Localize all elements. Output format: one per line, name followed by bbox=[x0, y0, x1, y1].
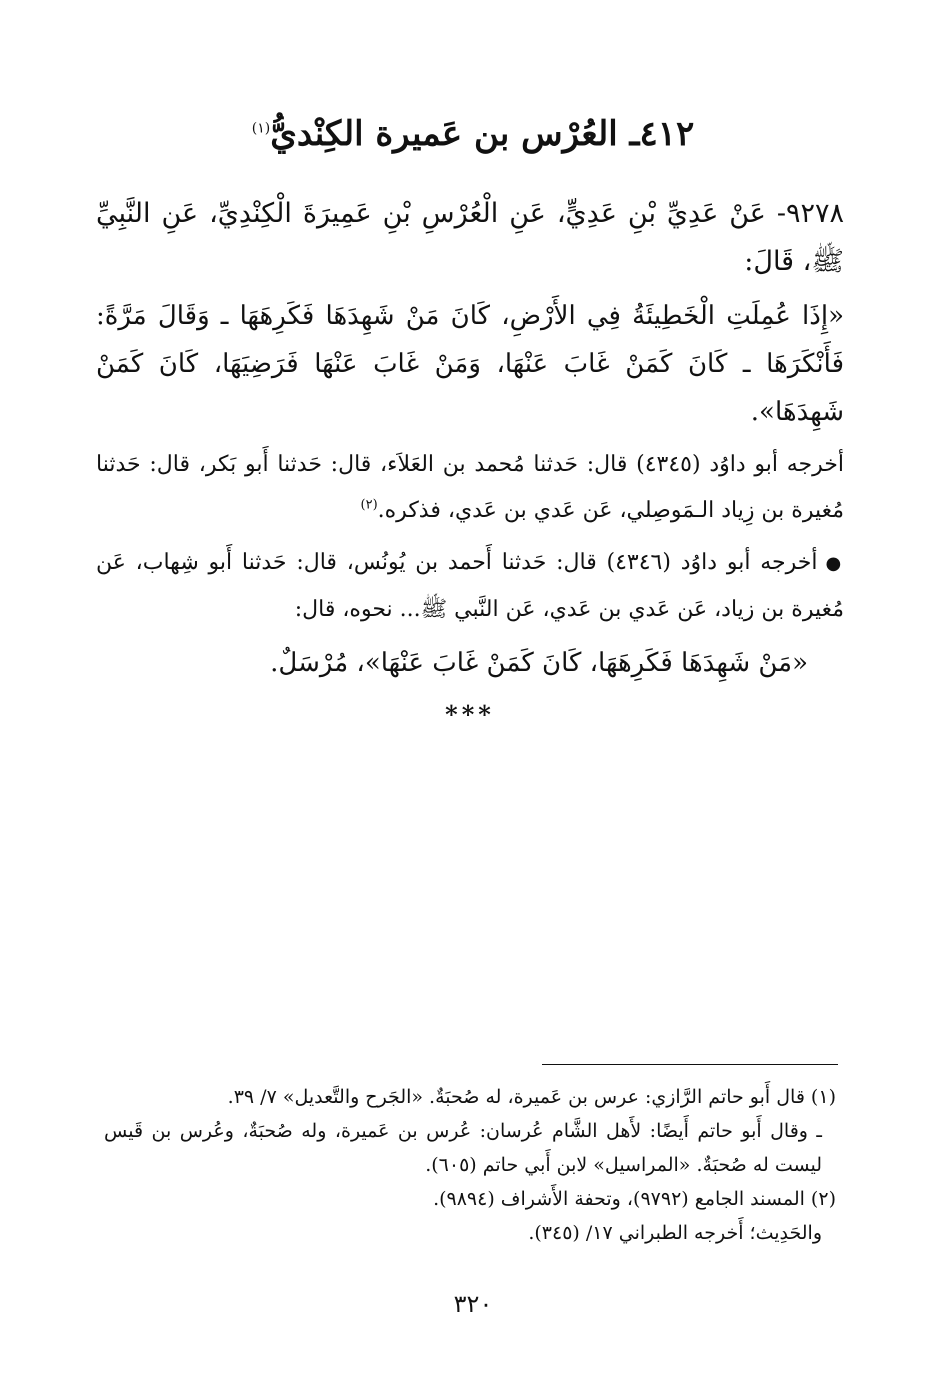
footnotes bbox=[104, 1080, 836, 1250]
takhrij-paragraph bbox=[96, 540, 844, 633]
bullet-icon: ● bbox=[825, 553, 844, 574]
footnote: ـ وقال أَبو حاتم أَيضًا: لأَهل الشَّام عُرسان: عُرس بن عَميرة، وله صُحبَةٌ، وعُرس بن قَيس ليست له صُحبَةٌ. «المراسيل» لابن أَبي حاتم (٦٠٥). bbox=[104, 1120, 822, 1176]
footnote-reference: (٢) bbox=[360, 497, 378, 513]
hadith-isnad: ٩٢٧٨- عَنْ عَدِيِّ بْنِ عَدِيٍّ، عَنِ الْعُرْسِ بْنِ عَمِيرَةَ الْكِنْدِيِّ، عَنِ النَّبِيِّ ﷺ، قَالَ: bbox=[96, 198, 844, 277]
takhrij-text: أخرجه أبو داوُد (٤٣٤٥) قال: حَدثنا مُحمد بن العَلاَء، قال: حَدثنا أَبو بَكر، قال: حَدثنا مُغيرة بن زِياد الـمَوصِلي، عَن عَدي بن عَدي، فذكره. bbox=[96, 452, 844, 523]
footnote-reference: (١) bbox=[251, 120, 271, 137]
takhrij-text: أخرجه أبو داوُد (٤٣٤٦) قال: حَدثنا أَحمد بن يُونُس، قال: حَدثنا أَبو شِهاب، عَن مُغيرة بن زياد، عَن عَدي بن عَدي، عَن النَّبي ﷺ... نحوه، قال: bbox=[96, 550, 844, 622]
takhrij-paragraph bbox=[96, 442, 844, 534]
section-separator: *** bbox=[445, 700, 495, 729]
footnote: (١) قال أَبو حاتم الرَّازي: عرس بن عَميرة، له صُحبَةٌ. «الجَرح والتَّعديل» ٧/ ٣٩. bbox=[227, 1086, 836, 1108]
main-text bbox=[96, 190, 844, 739]
footnote: والحَدِيث؛ أَخرجه الطبراني ١٧/ (٣٤٥). bbox=[528, 1222, 822, 1244]
chapter-title-text: ٤١٢ـ العُرْس بن عَميرة الكِنْديُّ bbox=[270, 114, 695, 154]
hadith-quote: «مَنْ شَهِدَهَا فَكَرِهَهَا، كَانَ كَمَنْ غَابَ عَنْهَا»، مُرْسَلٌ. bbox=[270, 648, 808, 678]
hadith-matn: «إِذَا عُمِلَتِ الْخَطِيئَةُ فِي الأَرْضِ، كَانَ مَنْ شَهِدَهَا فَكَرِهَهَا ـ وَقَالَ مَرَّةً: فَأَنْكَرَهَا ـ كَانَ كَمَنْ غَابَ عَنْهَا، وَمَنْ غَابَ عَنْهَا فَرَضِيَهَا، كَانَ كَمَنْ شَهِدَهَا». bbox=[96, 301, 844, 427]
footnote-divider bbox=[542, 1064, 838, 1065]
chapter-title bbox=[90, 112, 856, 156]
footnote: (٢) المسند الجامع (٩٧٩٢)، وتحفة الأَشراف (٩٨٩٤). bbox=[433, 1188, 836, 1210]
page-number: ٣٢٠ bbox=[453, 1290, 493, 1318]
